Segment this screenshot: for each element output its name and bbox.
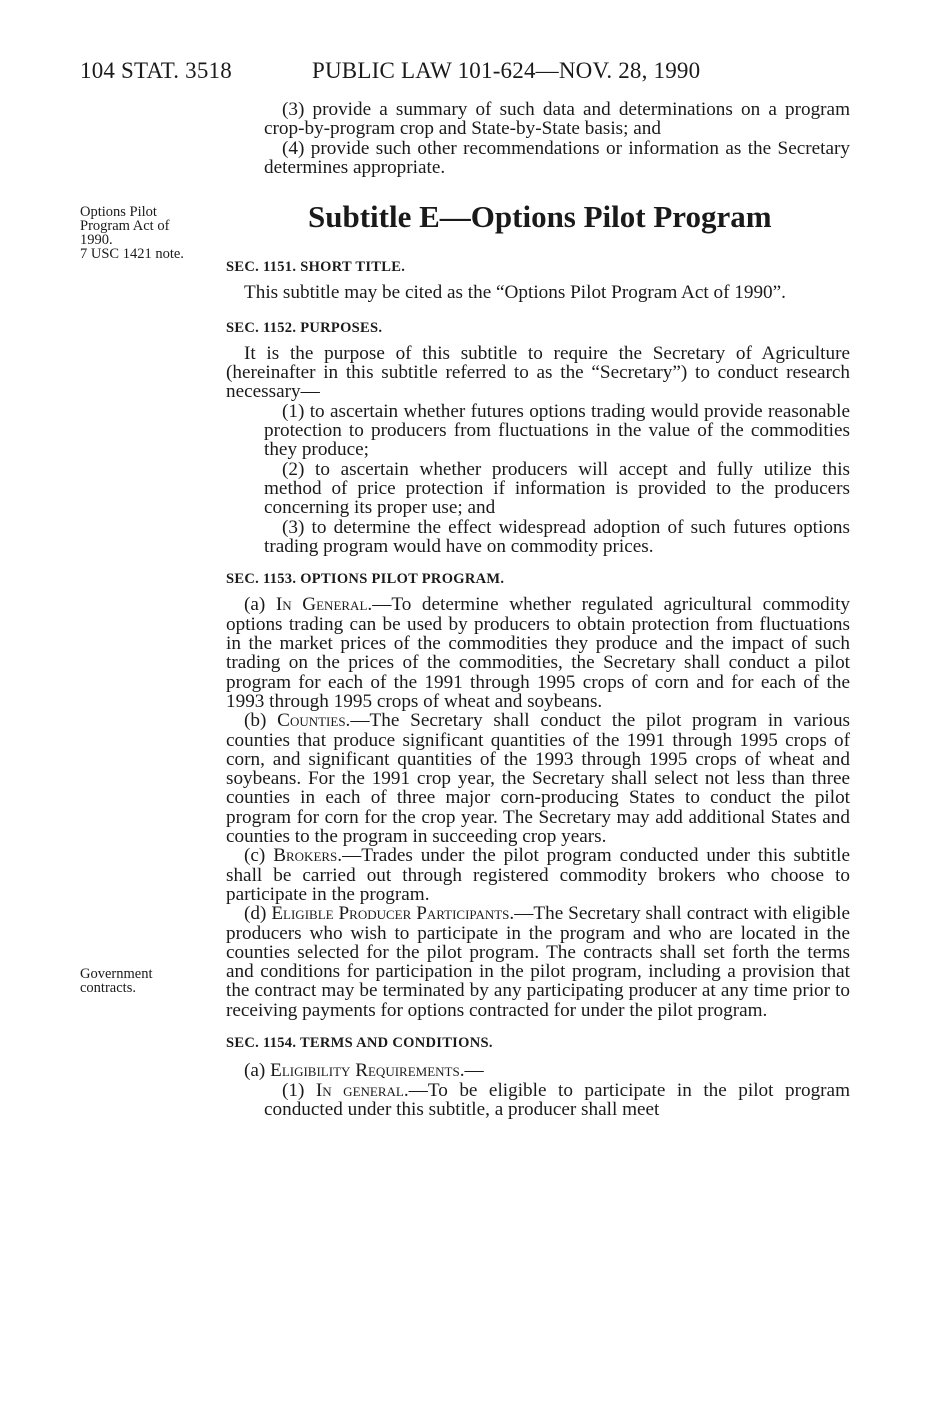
para-text: —The Secretary shall contract with eligible producers who wish to participate in the program and who are located in the counties selected for the pilot program. The contracts shall set forth the terms and conditions for participation in the pilot program, including a provision that the contract may be terminated by any participating producer at any time prior to receiving payments for options contracted for under the pilot program. (226, 903, 850, 1021)
para-text: —Trades under the pilot program conducted under this subtitle shall be carried out through registered commodity brokers who choose to participate in the program. (226, 845, 851, 905)
section-1154-a-1 (226, 1081, 850, 1120)
running-head (80, 58, 701, 84)
para-label: (d) (244, 903, 272, 925)
margin-note-options-pilot (80, 205, 215, 261)
para-label: (a) (244, 1060, 271, 1082)
margin-note-government-contracts (80, 967, 215, 995)
margin-note-line: contracts. (80, 980, 136, 996)
main-body (226, 258, 850, 1119)
section-1151-heading: SEC. 1151. SHORT TITLE. (226, 259, 406, 275)
section-1153-d (226, 904, 850, 1020)
para-title: Counties. (277, 710, 351, 732)
section-1152-intro: It is the purpose of this subtitle to require the Secretary of Agriculture (hereinafter in this subtitle referred to as the “Secretary”) to conduct research necessary— (226, 342, 850, 403)
margin-note-line: Program Act of (80, 218, 170, 234)
section-1153-b (226, 711, 850, 846)
section-1152-item-3: (3) to determine the effect widespread adoption of such futures options trading program would have on commodity prices. (264, 516, 850, 557)
para-title: Eligibility Requirements. (270, 1060, 465, 1082)
section-1153-a (226, 595, 850, 711)
para-label: (c) (244, 845, 274, 867)
section-1154-a (226, 1061, 850, 1080)
para-title: Eligible Producer Participants. (271, 903, 515, 925)
section-1154-heading: SEC. 1154. TERMS AND CONDITIONS. (226, 1034, 493, 1051)
section-1153-c (226, 846, 850, 904)
para-title: Brokers. (273, 845, 343, 867)
margin-note-line: 1990. (80, 232, 113, 248)
law-title: PUBLIC LAW 101-624—NOV. 28, 1990 (312, 58, 701, 83)
continued-items (226, 100, 850, 177)
margin-note-line: 7 USC 1421 note. (80, 246, 184, 262)
para-text: —To be eligible to participate in the pilot program conducted under this subtitle, a producer shall meet (264, 1079, 850, 1120)
section-1152-heading: SEC. 1152. PURPOSES. (226, 319, 383, 336)
item-4: (4) provide such other recommendations or information as the Secretary determines appropriate. (264, 137, 850, 178)
section-1152-item-1: (1) to ascertain whether futures options trading would provide reasonable protection to producers from fluctuations in the value of the commodities they produce; (264, 400, 850, 461)
item-3: (3) provide a summary of such data and determinations on a program crop-by-program crop and State-by-State basis; and (264, 99, 850, 140)
margin-note-line: Government (80, 966, 153, 982)
subtitle-heading: Subtitle E—Options Pilot Program (308, 199, 772, 234)
section-1151-text: This subtitle may be cited as the “Options Pilot Program Act of 1990”. (244, 282, 786, 304)
page-reference: 104 STAT. 3518 (80, 58, 232, 83)
para-text: —The Secretary shall conduct the pilot program in various counties that produce significant quantities of the 1991 through 1995 crops of corn, and significant quantities of the 1993 through 1995 crops of wheat and soybeans. For the 1991 crop year, the Secretary shall select not less than three counties in each of three major corn-producing States to conduct the pilot program for corn for the crop year. The Secretary may add additional States and counties to the program in succeeding crop years. (226, 710, 851, 848)
para-text: —To determine whether regulated agricultural commodity options trading can be used by producers to obtain protection from fluctuations in the market prices of the commodities they produce and the impact of such trading on the prices of the commodities, the Secretary shall conduct a pilot program for each of the 1991 through 1995 crops of corn and for each of the 1993 through 1995 crops of wheat and soybeans. (226, 594, 851, 712)
para-label: (a) (244, 594, 276, 616)
margin-note-line: Options Pilot (80, 204, 157, 220)
section-1153-heading: SEC. 1153. OPTIONS PILOT PROGRAM. (226, 571, 505, 588)
section-1152-item-2: (2) to ascertain whether producers will accept and fully utilize this method of price protection if information is provided to the producers concerning its proper use; and (264, 458, 850, 519)
para-title: In general. (315, 1079, 409, 1101)
para-dash: — (464, 1060, 484, 1082)
para-label: (1) (282, 1079, 316, 1101)
para-title: In General. (275, 594, 373, 616)
para-label: (b) (244, 710, 278, 732)
